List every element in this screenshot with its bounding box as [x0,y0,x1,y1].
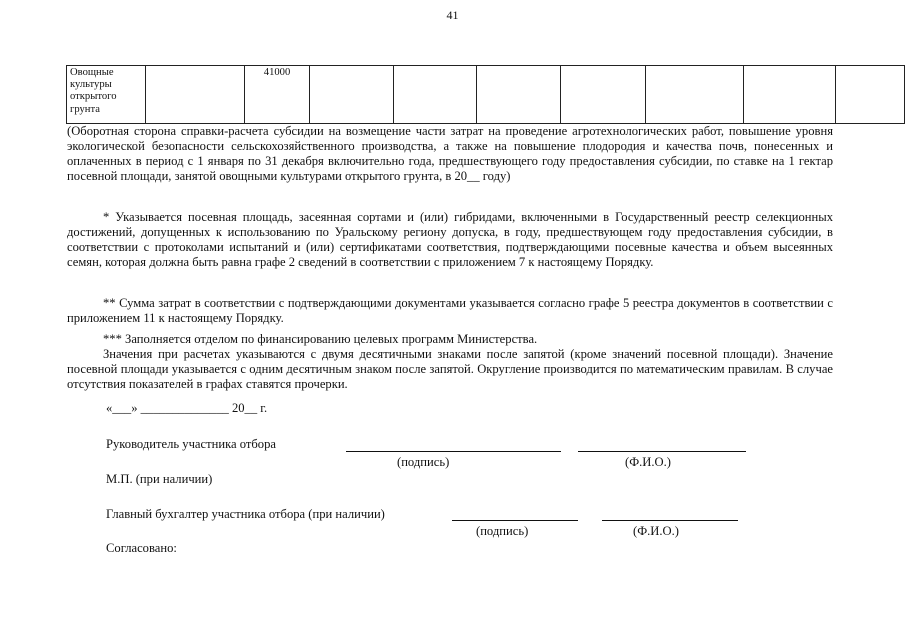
page-number: 41 [446,8,459,22]
head-name-line [578,451,746,452]
accountant-name-caption: (Ф.И.О.) [633,524,679,538]
head-name-caption: (Ф.И.О.) [625,455,671,469]
crop-cell: Овощные культуры открытого грунта [67,66,146,124]
table-cell [145,66,244,124]
table-cell [744,66,835,124]
date-line: «___» ______________ 20__ г. [106,401,268,415]
table-cell [645,66,744,124]
accountant-signature-line [452,520,578,521]
accountant-label: Главный бухгалтер участника отбора (при наличии) [106,507,385,521]
table-cell [477,66,561,124]
footnote-1: * Указывается посевная площадь, засеянная сортами и (или) гибридами, включенными в Государственный реестр селекционных достижений, допущенных к использованию по Уральскому региону допуска, в году, предшествующем году предоставления субсидии, в соответствии с протоколами испытаний и (или) сертификатами соответствия, подтверждающими посевные качества и объем высеянных семян, которая должна быть равна графе 2 сведений в соответствии с приложением 7 к настоящему Порядку. [67,210,833,269]
code-cell: 41000 [244,66,310,124]
head-label: Руководитель участника отбора [106,437,276,451]
agreed-label: Согласовано: [106,541,177,555]
subsidy-table [66,65,905,124]
head-signature-caption: (подпись) [397,455,450,469]
table-row [67,66,905,124]
table-cell [561,66,646,124]
footnote-3: *** Заполняется отделом по финансированию целевых программ Министерства. [103,332,538,346]
intro-paragraph: (Оборотная сторона справки-расчета субсидии на возмещение части затрат на проведение агротехнологических работ, повышение уровня экологической безопасности сельскохозяйственного производства, а также на повышение плодородия и качества почв, понесенных и оплаченных в период с 1 января по 31 декабря включительно года, предшествующего году предоставления субсидии, по ставке на 1 гектар посевной площади, занятой овощными культурами открытого грунта, в 20__ году) [67,124,833,183]
footnote-2: ** Сумма затрат в соответствии с подтверждающими документами указывается согласно графе 5 реестра документов в соответствии с приложением 11 к настоящему Порядку. [67,296,833,325]
accountant-signature-caption: (подпись) [476,524,529,538]
accountant-name-line [602,520,738,521]
stamp-label: М.П. (при наличии) [106,472,213,486]
head-signature-line [346,451,561,452]
table-cell [310,66,394,124]
table-cell [835,66,904,124]
table-cell [393,66,477,124]
note-paragraph: Значения при расчетах указываются с двумя десятичными знаками после запятой (кроме значений посевной площади). Значение посевной площади указывается с одним десятичным знаком после запятой. Округление производится по математическим правилам. В случае отсутствия показателей в графах ставятся прочерки. [67,347,833,391]
